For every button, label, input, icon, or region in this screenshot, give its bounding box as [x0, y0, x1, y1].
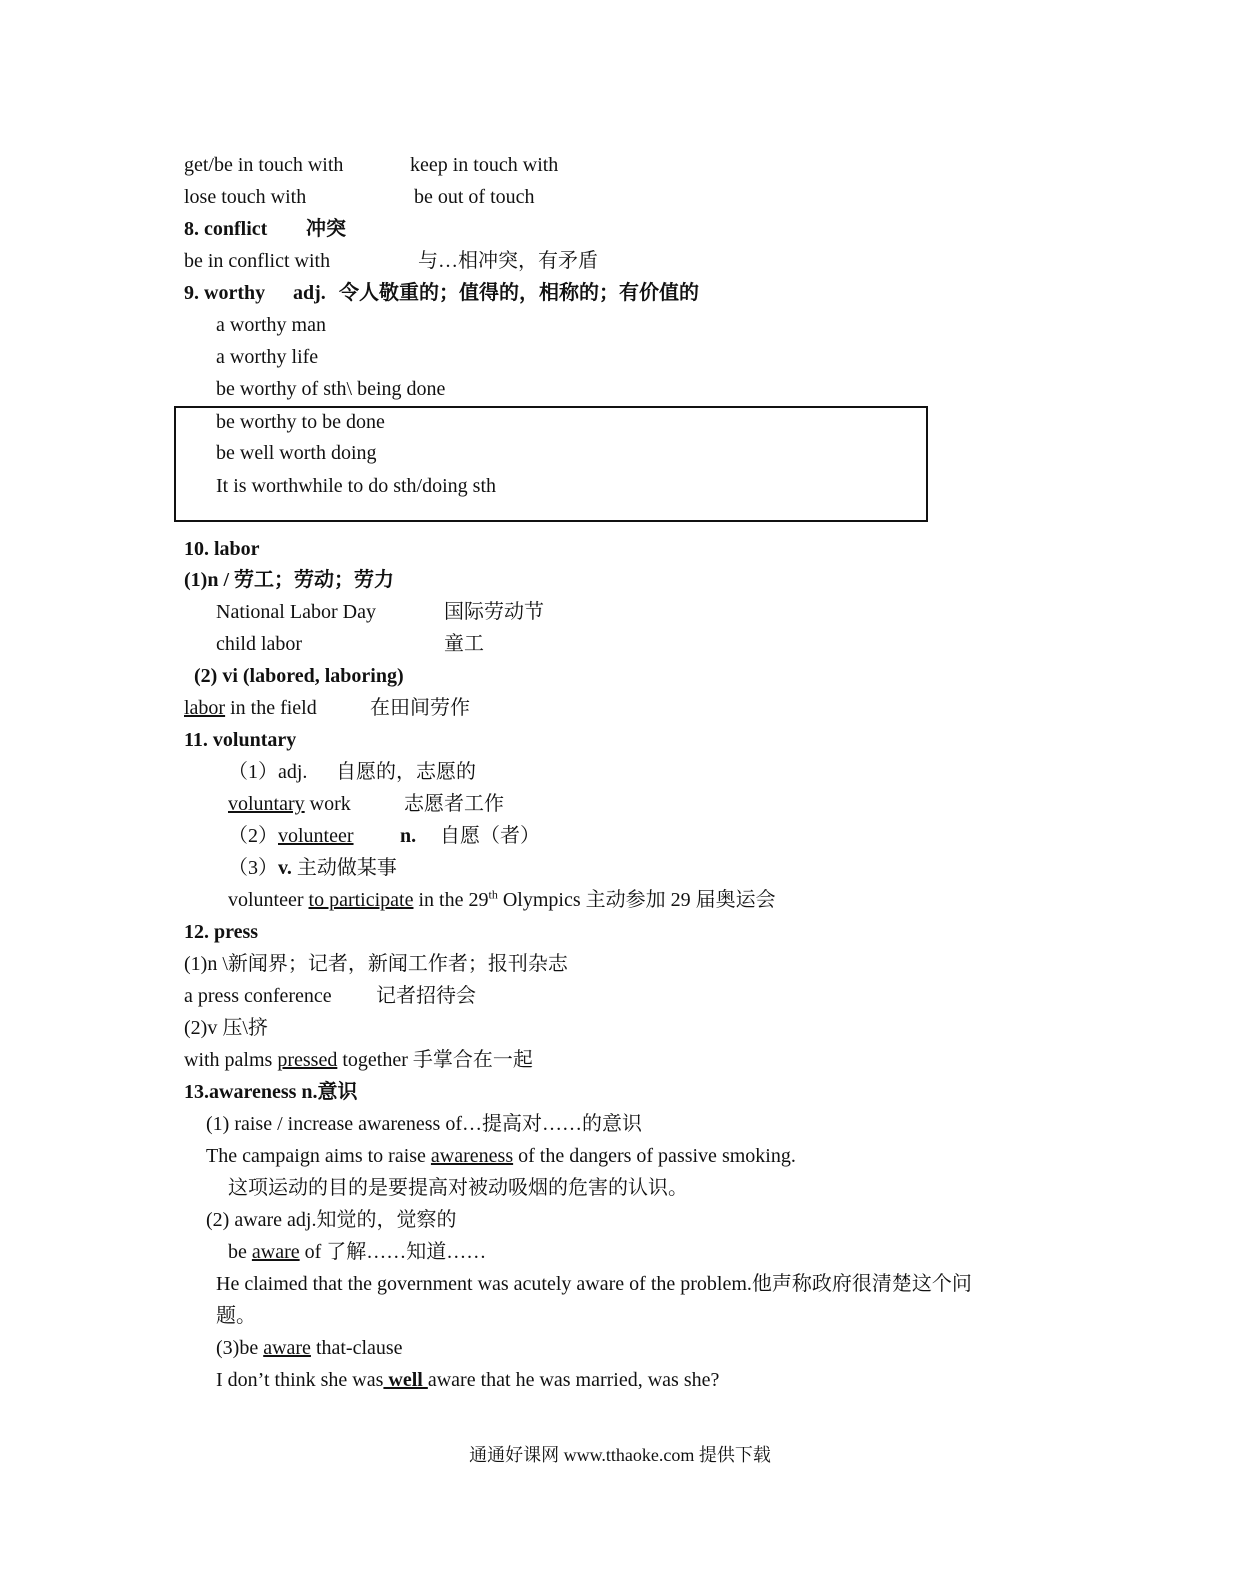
conflict-example-cn: 与…相冲突，有矛盾 — [418, 250, 598, 272]
box-example-1: be worthy to be done — [216, 411, 385, 433]
awareness-example-1-cn: 这项运动的目的是要提高对被动吸烟的危害的认识。 — [228, 1177, 688, 1199]
box-example-3: It is worthwhile to do sth/doing sth — [216, 475, 496, 497]
volunteer-noun: （2）volunteer — [228, 825, 354, 847]
awareness-3: (3)be aware that-clause — [216, 1337, 403, 1359]
awareness-example-3-line-2: 题。 — [216, 1305, 256, 1327]
page-footer: 通通好课网 www.tthaoke.com 提供下载 — [469, 1445, 771, 1465]
labor-example-3-cn: 在田间劳作 — [370, 697, 470, 719]
volunteer-verb: （3）v. 主动做某事 — [228, 857, 397, 879]
volunteer-example-2: volunteer to participate in the 29th Olympics 主动参加 29 届奥运会 — [228, 887, 776, 911]
voluntary-example-1-cn: 志愿者工作 — [404, 793, 504, 815]
worthy-example-3: be worthy of sth\ being done — [216, 378, 446, 400]
press-noun: (1)n \新闻界；记者，新闻工作者；报刊杂志 — [184, 953, 568, 975]
heading-press: 12. press — [184, 921, 259, 943]
voluntary-adj: （1）adj. — [228, 761, 308, 783]
labor-example-2-cn: 童工 — [444, 633, 484, 655]
heading-labor: 10. labor — [184, 538, 260, 560]
press-example-1-cn: 记者招待会 — [376, 985, 476, 1007]
labor-example-1-cn: 国际劳动节 — [444, 601, 544, 623]
box-example-2: be well worth doing — [216, 442, 377, 464]
labor-example-2-en: child labor — [216, 633, 303, 655]
awareness-example-1-en: The campaign aims to raise awareness of the dangers of passive smoking. — [206, 1145, 796, 1167]
phrase-get-in-touch: get/be in touch with — [184, 154, 344, 176]
phrase-lose-touch: lose touch with — [184, 186, 307, 208]
conflict-example-en: be in conflict with — [184, 250, 331, 272]
heading-voluntary: 11. voluntary — [184, 729, 297, 751]
awareness-example-4: I don’t think she was well aware that he was married, was she? — [216, 1369, 720, 1391]
volunteer-noun-cn: 自愿（者） — [440, 825, 540, 847]
volunteer-noun-pos: n. — [400, 825, 417, 847]
heading-worthy: 9. worthy — [184, 282, 266, 304]
awareness-example-3-line-1: He claimed that the government was acutely aware of the problem.他声称政府很清楚这个问 — [216, 1273, 972, 1295]
voluntary-adj-cn: 自愿的，志愿的 — [336, 761, 476, 783]
press-example-2: with palms pressed together 手掌合在一起 — [184, 1049, 533, 1071]
worthy-cn: 令人敬重的；值得的，相称的；有价值的 — [339, 282, 699, 304]
awareness-example-2: be aware of 了解……知道…… — [228, 1241, 487, 1263]
phrase-out-of-touch: be out of touch — [414, 186, 535, 208]
press-example-1-en: a press conference — [184, 985, 332, 1007]
heading-awareness: 13.awareness n.意识 — [184, 1081, 358, 1103]
heading-conflict: 8. conflict — [184, 218, 268, 240]
labor-verb: (2) vi (labored, laboring) — [194, 665, 404, 687]
press-verb: (2)v 压\挤 — [184, 1017, 268, 1039]
phrase-keep-in-touch: keep in touch with — [410, 154, 559, 176]
labor-example-1-en: National Labor Day — [216, 601, 376, 623]
voluntary-example-1-en: voluntary work — [228, 793, 351, 815]
labor-example-3-en: labor in the field — [184, 697, 317, 719]
worthy-example-2: a worthy life — [216, 346, 319, 368]
labor-noun: (1)n / 劳工；劳动；劳力 — [184, 569, 394, 591]
worthy-pos: adj. — [293, 282, 326, 304]
awareness-1: (1) raise / increase awareness of…提高对……的意识 — [206, 1113, 642, 1135]
worthy-example-1: a worthy man — [216, 314, 326, 336]
awareness-2: (2) aware adj.知觉的，觉察的 — [206, 1209, 457, 1231]
heading-conflict-cn: 冲突 — [306, 218, 346, 240]
